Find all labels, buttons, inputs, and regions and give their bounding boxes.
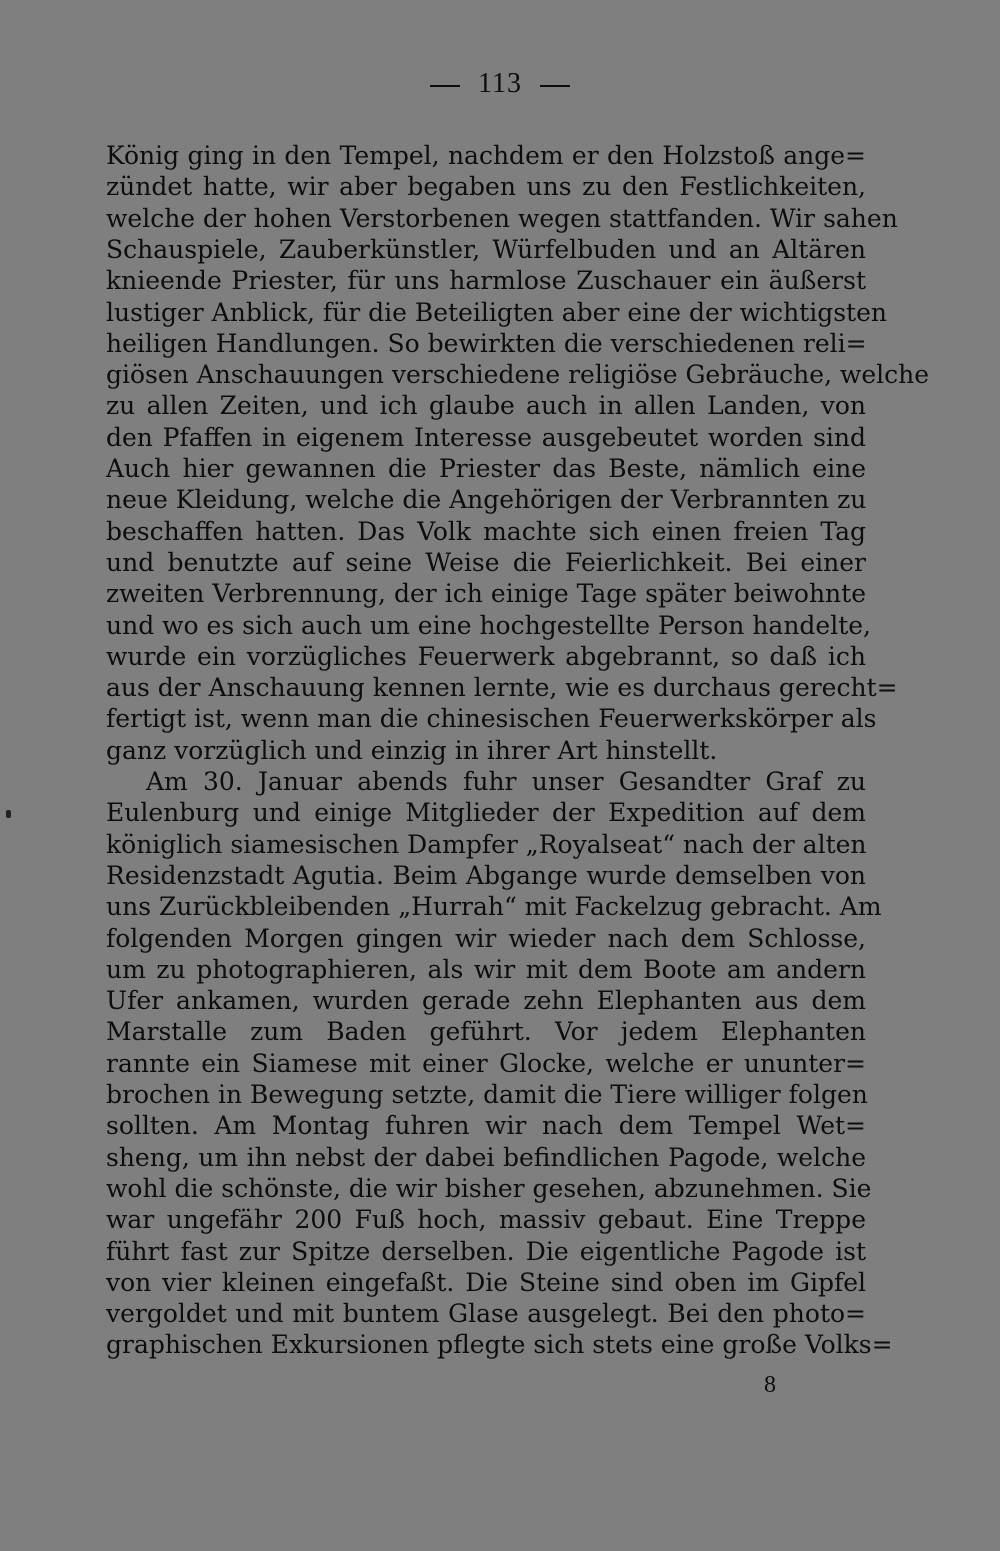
text-line: zweiten Verbrennung, der ich einige Tage später beiwohnte: [106, 579, 866, 609]
text-line: Eulenburg und einige Mitglieder der Expedition auf dem: [106, 798, 866, 828]
text-line: den Pfaffen in eigenem Interesse ausgebeutet worden sind: [106, 422, 866, 452]
print-speck: [6, 810, 11, 818]
text-line: führt fast zur Spitze derselben. Die eigentliche Pagode ist: [106, 1236, 866, 1266]
text-line: graphischen Exkursionen pflegte sich stets eine große Volks=: [106, 1330, 893, 1360]
text-line: heiligen Handlungen. So bewirkten die verschiedenen reli=: [106, 328, 867, 358]
text-line: war ungefähr 200 Fuß hoch, massiv gebaut. Eine Treppe: [106, 1205, 866, 1235]
text-line: und benutzte auf seine Weise die Feierlichkeit. Bei einer: [106, 547, 866, 577]
text-line: knieende Priester, für uns harmlose Zuschauer ein äußerst: [106, 266, 866, 296]
paragraph-first-line: Am 30. Januar abends fuhr unser Gesandter Graf zu: [146, 767, 866, 796]
text-line: uns Zurückbleibenden „Hurrah“ mit Fackelzug gebracht. Am: [106, 892, 882, 922]
text-line: sheng, um ihn nebst der dabei befindlichen Pagode, welche: [106, 1142, 866, 1172]
page-number: 113: [478, 68, 522, 99]
page-header: [0, 68, 1000, 100]
text-line: welche der hohen Verstorbenen wegen stattfanden. Wir sahen: [106, 203, 898, 233]
text-line: wohl die schönste, die wir bisher gesehen, abzunehmen. Sie: [106, 1173, 872, 1203]
text-line: wurde ein vorzügliches Feuerwerk abgebrannt, so daß ich: [106, 641, 866, 671]
text-line: neue Kleidung, welche die Angehörigen der Verbrannten zu: [106, 485, 867, 515]
text-line: Marstalle zum Baden geführt. Vor jedem Elephanten: [106, 1017, 866, 1047]
header-dash-right: [540, 85, 570, 87]
text-line: aus der Anschauung kennen lernte, wie es durchaus gerecht=: [106, 673, 898, 703]
text-line: ganz vorzüglich und einzig in ihrer Art hinstellt.: [106, 735, 718, 765]
text-line: zu allen Zeiten, und ich glaube auch in allen Landen, von: [106, 391, 866, 421]
text-line: Schauspiele, Zauberkünstler, Würfelbuden und an Altären: [106, 234, 866, 264]
text-line: beschaffen hatten. Das Volk machte sich einen freien Tag: [106, 516, 866, 546]
text-line: um zu photographieren, als wir mit dem Boote am andern: [106, 954, 866, 984]
text-line: folgenden Morgen gingen wir wieder nach dem Schlosse,: [106, 923, 866, 953]
signature-mark: 8: [764, 1372, 776, 1398]
text-line: giösen Anschauungen verschiedene religiöse Gebräuche, welche: [106, 360, 930, 390]
text-line: von vier kleinen eingefaßt. Die Steine sind oben im Gipfel: [106, 1267, 866, 1297]
text-line: vergoldet und mit buntem Glase ausgelegt. Bei den photo=: [106, 1299, 866, 1329]
text-line: und wo es sich auch um eine hochgestellte Person handelte,: [106, 610, 872, 640]
text-line: brochen in Bewegung setzte, damit die Tiere williger folgen: [106, 1080, 868, 1109]
text-line: rannte ein Siamese mit einer Glocke, welche er ununter=: [106, 1048, 866, 1078]
text-line: König ging in den Tempel, nachdem er den Holzstoß ange=: [106, 141, 866, 170]
text-line: königlich siamesischen Dampfer „Royalseat“ nach der alten: [106, 829, 867, 859]
text-line: Ufer ankamen, wurden gerade zehn Elephanten aus dem: [106, 986, 866, 1016]
text-line: zündet hatte, wir aber begaben uns zu den Festlichkeiten,: [106, 172, 866, 202]
text-line: Residenzstadt Agutia. Beim Abgange wurde demselben von: [106, 860, 866, 890]
header-dash-left: [430, 85, 460, 87]
text-line: sollten. Am Montag fuhren wir nach dem Tempel Wet=: [106, 1111, 866, 1141]
text-line: Auch hier gewannen die Priester das Beste, nämlich eine: [106, 454, 866, 483]
text-line: fertigt ist, wenn man die chinesischen Feuerwerkskörper als: [106, 704, 877, 734]
text-line: lustiger Anblick, für die Beteiligten aber eine der wichtigsten: [106, 297, 887, 327]
